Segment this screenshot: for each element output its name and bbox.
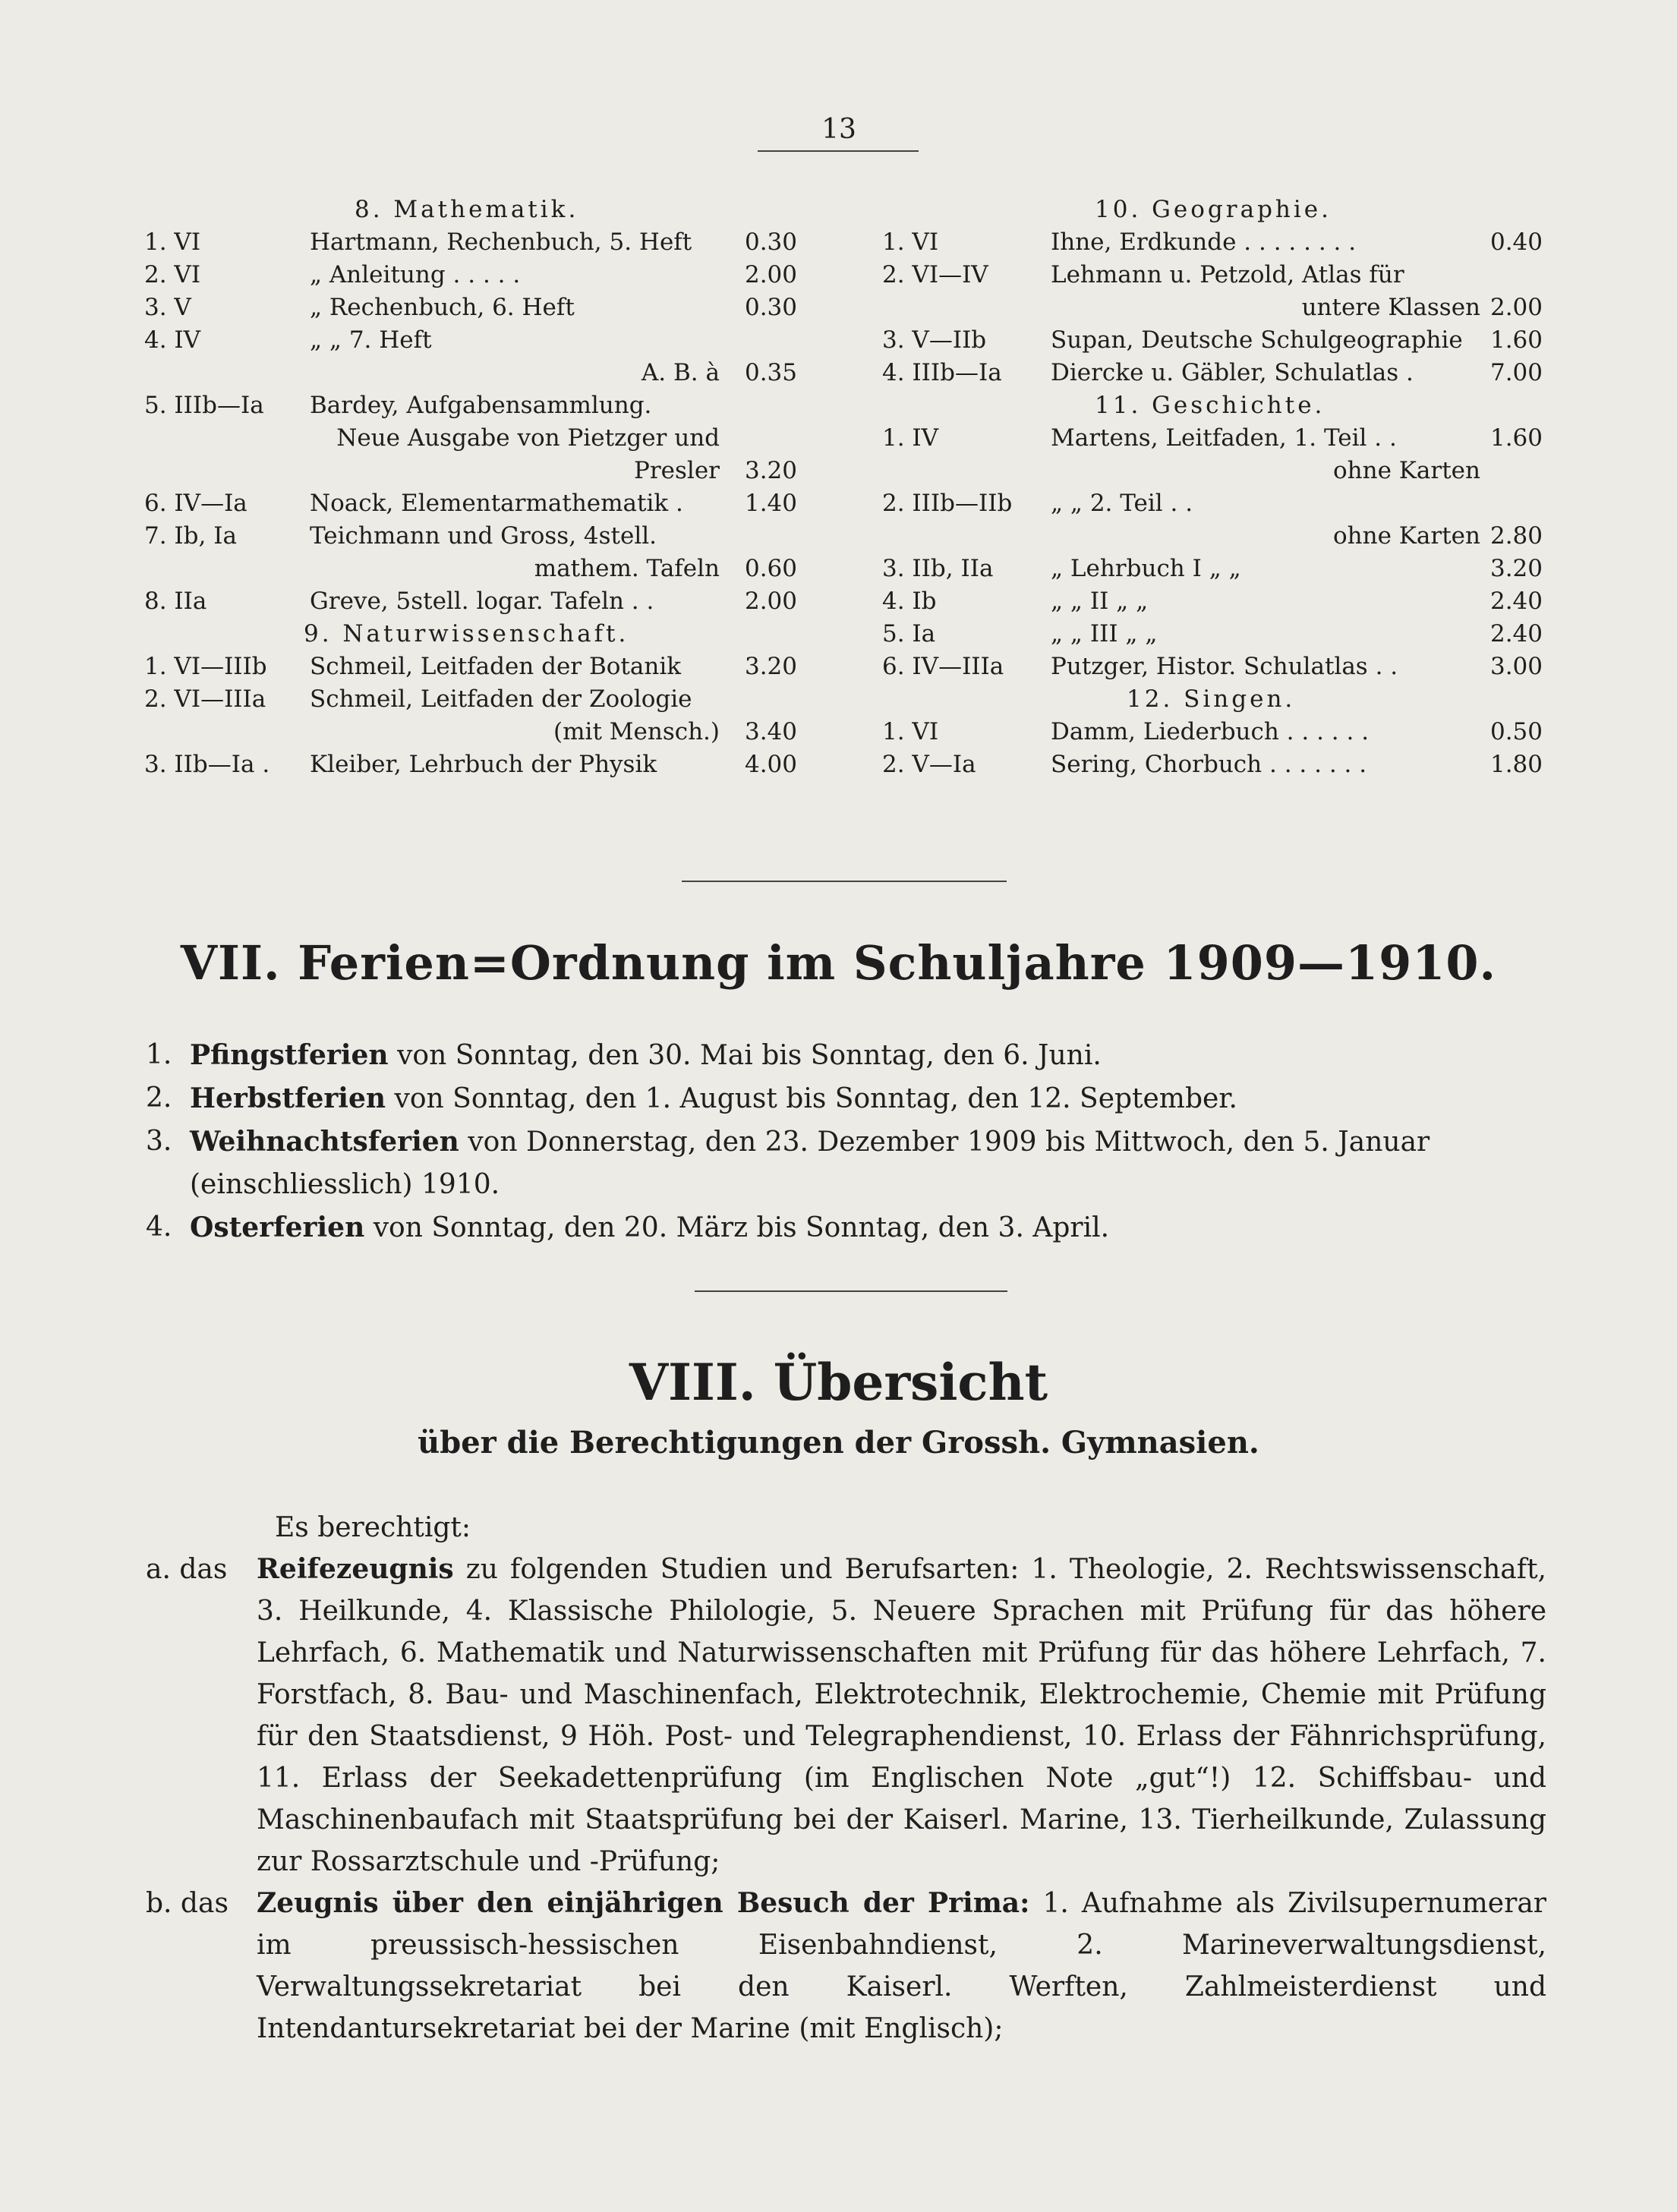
entry-price: 0.30 [744,294,797,321]
book-entry-row [882,422,1543,455]
holiday-dates: von Sonntag, den 20. März bis Sonntag, den 3. April. [373,1212,1110,1243]
entry-price: 4.00 [744,751,797,778]
entry-class: 2. IIIb—IIb [882,490,1013,517]
book-entry-row [144,520,812,553]
book-entry-row [144,716,812,748]
book-entry-row [144,651,812,683]
book-entry-row [144,422,812,455]
book-entry-row [144,324,812,357]
entry-title: Lehmann u. Petzold, Atlas für [1051,261,1404,288]
entry-price: 2.40 [1489,588,1543,615]
entry-title: „ „ III „ „ [1051,620,1158,648]
holiday-dates: von Donnerstag, den 23. Dezember 1909 bis Mittwoch, den 5. Januar (einschliesslich) 1910. [190,1126,1430,1200]
page-number: 13 [821,114,856,145]
entry-price: 0.60 [744,555,797,582]
entry-price: 2.00 [1489,294,1543,321]
certificate-name: Zeugnis über den einjährigen Besuch der Prima: [257,1887,1030,1919]
book-entry-row [144,259,812,291]
entry-title: „ Rechenbuch, 6. Heft [310,294,575,321]
section-heading-geographie: 10. Geographie. [1095,196,1332,223]
entry-title: (mit Mensch.) [553,718,720,745]
entry-class: 1. VI [882,718,939,745]
entry-class: 6. IV—IIIa [882,653,1004,680]
book-entry-row [144,455,812,487]
book-entry-row [882,455,1543,487]
entry-title: Neue Ausgabe von Pietzger und [336,424,720,452]
entry-class: 8. IIa [144,588,207,615]
book-entry-row [144,683,812,716]
entry-class: 4. IIIb—Ia [882,359,1002,386]
entry-class: 5. Ia [882,620,936,648]
holiday-name: Pfingstferien [190,1039,389,1071]
holiday-name: Weihnachtsferien [190,1126,459,1158]
entry-price: 0.35 [744,359,797,386]
entry-price: 2.40 [1489,620,1543,648]
entry-price: 0.30 [744,228,797,256]
holiday-dates: von Sonntag, den 1. August bis Sonntag, den 12. September. [394,1083,1237,1114]
book-entry-row [882,291,1543,324]
section-heading-geschichte: 11. Geschichte. [1095,392,1326,419]
entry-price: 3.20 [744,653,797,680]
book-entry-row [144,553,812,585]
entry-class: 5. IIIb—Ia [144,392,264,419]
ferien-item [146,1120,1546,1206]
book-entry-row [882,226,1543,259]
book-entry-row [882,553,1543,585]
item-label: b. das [146,1888,229,1919]
entry-price: 1.40 [744,490,797,517]
entry-price: 1.60 [1489,326,1543,354]
holiday-name: Herbstferien [190,1082,386,1114]
item-label: a. das [146,1554,228,1585]
entry-price: 7.00 [1489,359,1543,386]
entry-class: 1. IV [882,424,939,452]
book-entry-row [882,487,1543,520]
entry-title: Diercke u. Gäbler, Schulatlas . [1051,359,1414,386]
entry-title: „ Anleitung . . . . . [310,261,521,288]
book-entry-row [882,324,1543,357]
entry-title: „ Lehrbuch I „ „ [1051,555,1241,582]
entry-title: A. B. à [641,359,720,386]
entry-title: Presler [633,457,720,484]
entry-class: 6. IV—Ia [144,490,247,517]
entry-class: 2. VI—IV [882,261,988,288]
entry-title: Bardey, Aufgabensammlung. [310,392,652,419]
entry-price: 2.00 [744,588,797,615]
section-heading-naturwissenschaft: 9. Naturwissenschaft. [304,620,629,648]
ferien-item [146,1034,1546,1077]
left-column [144,194,812,781]
entry-class: 1. VI [882,228,939,256]
entry-title: Schmeil, Leitfaden der Zoologie [310,685,692,713]
certificate-name: Reifezeugnis [257,1553,454,1585]
entry-title: ohne Karten [1332,457,1480,484]
entry-class: 4. Ib [882,588,937,615]
entry-title: mathem. Tafeln [534,555,720,582]
divider-rule [695,1290,1007,1292]
book-entry-row [882,651,1543,683]
certificate-rights: zu folgenden Studien und Berufsarten: 1. Theologie, 2. Rechtswissenschaft, 3. Heilkunde, 4. Klassische Philologie, 5. Neuere Sprachen mit Prüfung für das höhere Lehrfach, 6. Mathematik und Naturwissenschaften mit Prüfung für das höhere Lehrfach, 7. Forstfach, 8. Bau- und Maschinenfach, Elektrotechnik, Elektrochemie, Chemie mit Prüfung für den Staatsdienst, 9 Höh. Post- und Telegraphendienst, 10. Erlass der Fähnrichsprüfung, 11. Erlass der Seekadettenprüfung (im Englischen Note „gut“!) 12. Schiffsbau- und Maschinenbaufach mit Staatsprüfung bei der Kaiserl. Marine, 13. Tierheilkunde, Zulassung zur Rossarztschule und -Prüfung; [257,1554,1547,1877]
entry-class: 2. V—Ia [882,751,976,778]
divider-rule [682,881,1007,882]
intro-text: Es berechtigt: [275,1512,471,1543]
book-entry-row [144,357,812,389]
book-entry-row [882,585,1543,618]
entry-price: 2.80 [1489,522,1543,550]
book-entry-row [882,618,1543,651]
ferien-item [146,1206,1546,1249]
section-title-uebersicht: VIII. Übersicht [629,1353,1048,1412]
entry-class: 3. V—IIb [882,326,987,354]
entry-title: Putzger, Histor. Schulatlas . . [1051,653,1398,680]
entry-class: 2. VI—IIIa [144,685,266,713]
entry-price: 2.00 [744,261,797,288]
entry-price: 1.80 [1489,751,1543,778]
entry-title: Ihne, Erdkunde . . . . . . . . [1051,228,1357,256]
book-entry-row [882,748,1543,781]
entry-title: „ „ II „ „ [1051,588,1149,615]
entry-price: 1.60 [1489,424,1543,452]
entry-price: 3.00 [1489,653,1543,680]
book-entry-row [882,357,1543,389]
book-entry-row [144,389,812,422]
entry-price: 0.50 [1489,718,1543,745]
ferien-list [146,1034,1546,1249]
header-rule [758,150,919,152]
item-number: 4. [146,1212,172,1243]
entry-class: 1. VI [144,228,201,256]
entry-title: Damm, Liederbuch . . . . . . [1051,718,1370,745]
entry-class: 1. VI—IIIb [144,653,267,680]
holiday-name: Osterferien [190,1212,365,1243]
book-entry-row [144,748,812,781]
section-heading-singen: 12. Singen. [1127,685,1296,713]
right-column [882,194,1543,781]
entry-title: Hartmann, Rechenbuch, 5. Heft [310,228,692,256]
entry-class: 2. VI [144,261,201,288]
book-entry-row [144,226,812,259]
section-subtitle-uebersicht: über die Berechtigungen der Grossh. Gymnasien. [418,1425,1259,1460]
entry-title: „ „ 2. Teil . . [1051,490,1193,517]
item-number: 2. [146,1082,172,1114]
entry-title: Noack, Elementarmathematik . [310,490,683,517]
berechtigung-item [146,1549,1546,1883]
entry-price: 0.40 [1489,228,1543,256]
holiday-dates: von Sonntag, den 30. Mai bis Sonntag, den 6. Juni. [397,1040,1102,1071]
certificate-rights: 1. Aufnahme als Zivilsupernumerar im preussisch-hessischen Eisenbahndienst, 2. Marineverwaltungsdienst, Verwaltungssekretariat bei den Kaiserl. Werften, Zahlmeisterdienst und Intendantursekretariat bei der Marine (mit Englisch); [257,1888,1546,2044]
item-number: 3. [146,1126,172,1157]
entry-class: 3. V [144,294,191,321]
entry-title: untere Klassen [1301,294,1480,321]
entry-title: Schmeil, Leitfaden der Botanik [310,653,682,680]
entry-title: Greve, 5stell. logar. Tafeln . . [310,588,654,615]
entry-title: Martens, Leitfaden, 1. Teil . . [1051,424,1397,452]
entry-price: 3.40 [744,718,797,745]
entry-class: 3. IIb—Ia . [144,751,270,778]
entry-title: Sering, Chorbuch . . . . . . . [1051,751,1367,778]
entry-price: 3.20 [1489,555,1543,582]
book-entry-row [882,716,1543,748]
section-heading-mathematik: 8. Mathematik. [355,196,579,223]
ferien-item [146,1077,1546,1120]
item-number: 1. [146,1039,172,1070]
book-entry-row [144,585,812,618]
book-entry-row [882,259,1543,291]
book-entry-row [882,520,1543,553]
entry-class: 4. IV [144,326,201,354]
book-entry-row [144,487,812,520]
entry-price: 3.20 [744,457,797,484]
book-entry-row [144,291,812,324]
entry-class: 7. Ib, Ia [144,522,237,550]
entry-title: „ „ 7. Heft [310,326,432,354]
entry-title: Supan, Deutsche Schulgeographie [1051,326,1463,354]
entry-title: ohne Karten [1332,522,1480,550]
section-title-ferien: VII. Ferien=Ordnung im Schuljahre 1909—1910. [180,935,1497,991]
entry-title: Kleiber, Lehrbuch der Physik [310,751,657,778]
uebersicht-list [146,1507,1546,2050]
entry-title: Teichmann und Gross, 4stell. [310,522,657,550]
berechtigung-item [146,1883,1546,2050]
entry-class: 3. IIb, IIa [882,555,994,582]
